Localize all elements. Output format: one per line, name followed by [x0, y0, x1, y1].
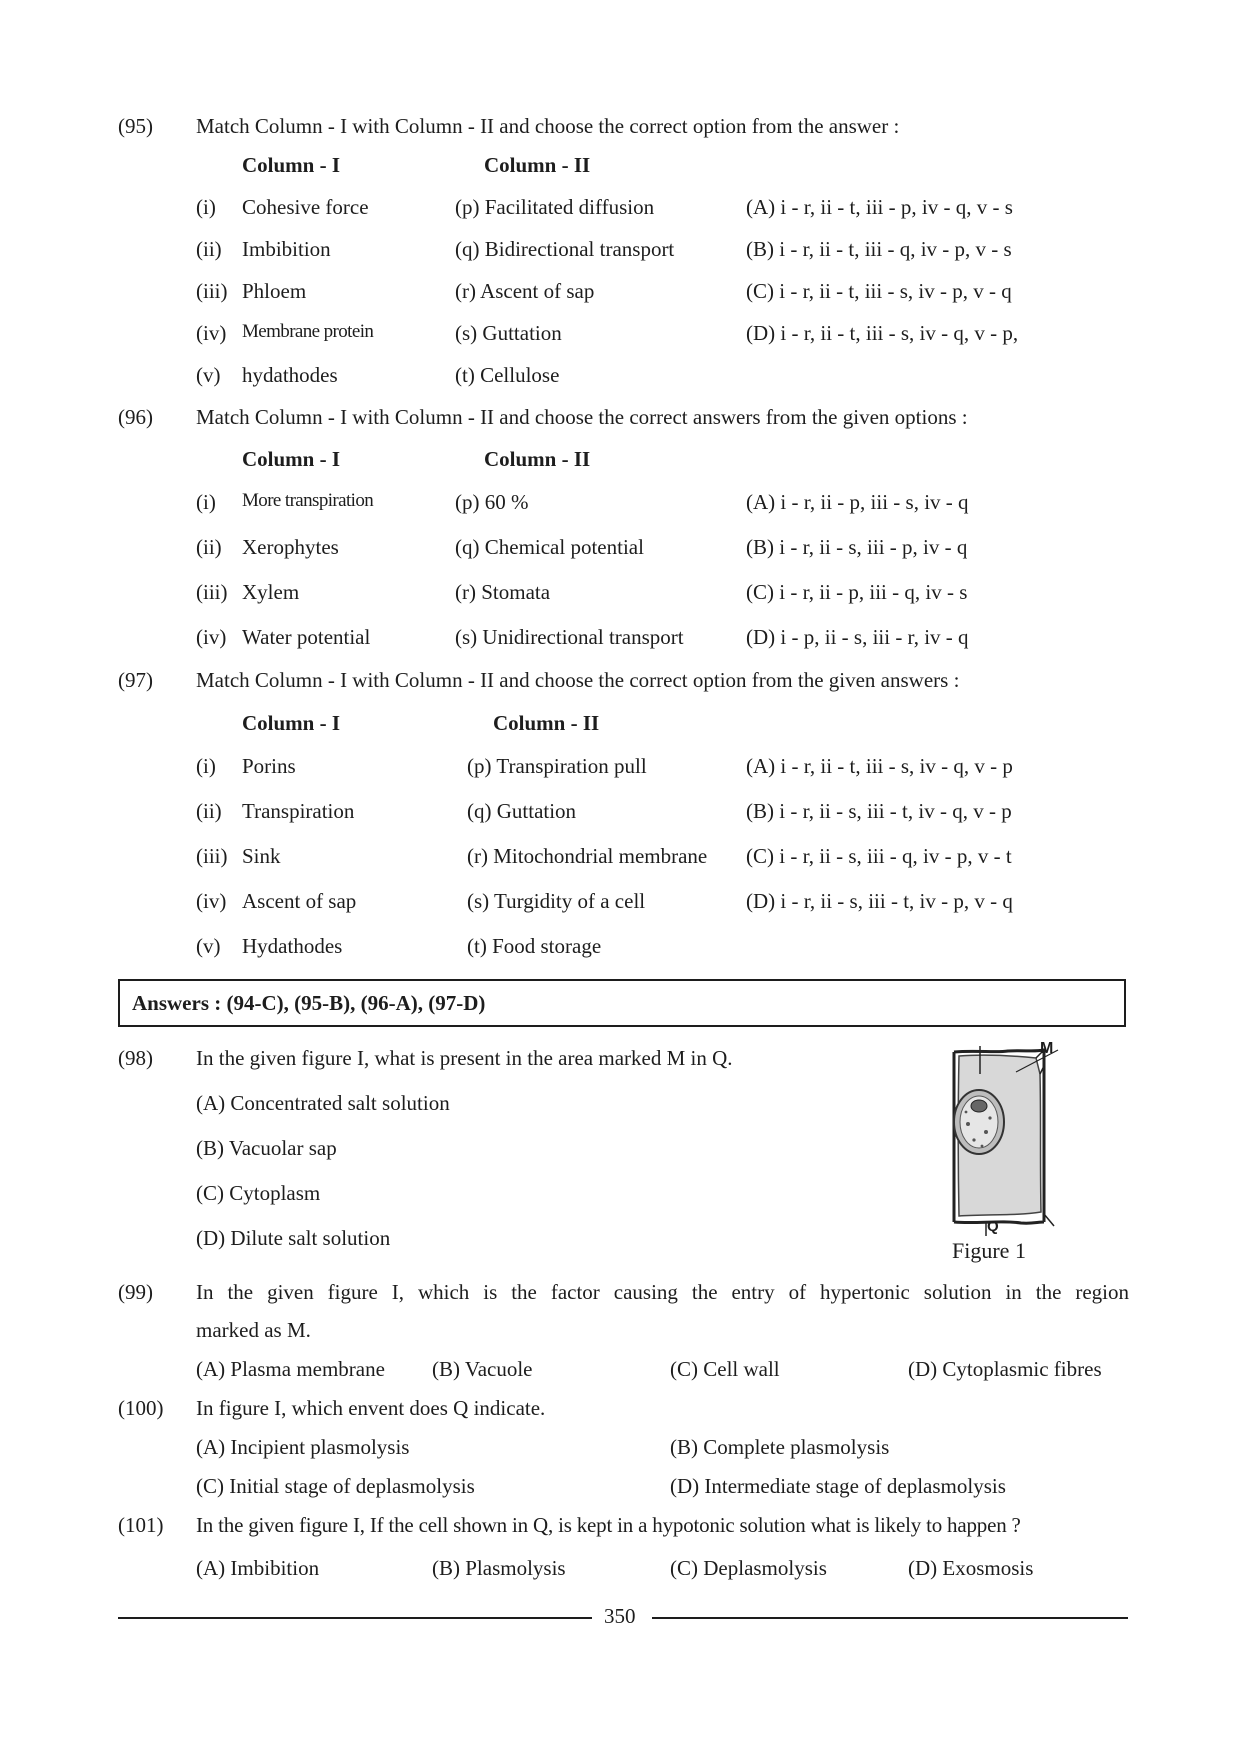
answer-option: (B) i - r, ii - s, iii - t, iv - q, v - p [746, 799, 1012, 823]
column-2-item: (q) Bidirectional transport [455, 237, 675, 261]
option-a: (A) Concentrated salt solution [196, 1091, 450, 1115]
column-1-header: Column - I [242, 447, 341, 471]
question-text: Match Column - I with Column - II and choose the correct option from the given answers : [196, 668, 960, 692]
option-d: (D) Exosmosis [908, 1556, 1034, 1580]
question-text-line-1: In the given figure I, which is the factor causing the entry of hypertonic solution in the region [196, 1280, 1129, 1304]
row-roman: (ii) [196, 535, 222, 559]
question-number: (97) [118, 668, 153, 692]
answer-option: (A) i - r, ii - t, iii - p, iv - q, v - s [746, 195, 1013, 219]
column-2-item: (r) Stomata [455, 580, 551, 604]
row-roman: (iv) [196, 625, 227, 649]
footer-rule-left [118, 1617, 592, 1619]
option-a: (A) Plasma membrane [196, 1357, 385, 1381]
column-1-item: Xerophytes [242, 535, 339, 559]
option-b: (B) Vacuolar sap [196, 1136, 337, 1160]
column-2-item: (s) Turgidity of a cell [467, 889, 646, 913]
column-2-item: (p) 60 % [455, 490, 529, 514]
row-roman: (i) [196, 195, 216, 219]
column-1-header: Column - I [242, 153, 341, 177]
column-1-header: Column - I [242, 711, 341, 735]
answer-option: (A) i - r, ii - p, iii - s, iv - q [746, 490, 969, 514]
column-1-item: More transpiration [242, 490, 374, 511]
answer-option: (B) i - r, ii - s, iii - p, iv - q [746, 535, 968, 559]
row-roman: (iv) [196, 321, 227, 345]
answer-option: (D) i - p, ii - s, iii - r, iv - q [746, 625, 969, 649]
column-2-item: (q) Guttation [467, 799, 577, 823]
column-1-item: Water potential [242, 625, 371, 649]
option-b: (B) Vacuole [432, 1357, 533, 1381]
column-2-header: Column - II [484, 447, 591, 471]
question-number: (99) [118, 1280, 153, 1304]
row-roman: (iii) [196, 279, 228, 303]
row-roman: (i) [196, 754, 216, 778]
column-1-item: Imbibition [242, 237, 331, 261]
column-1-item: hydathodes [242, 363, 338, 387]
column-1-item: Sink [242, 844, 281, 868]
question-number: (100) [118, 1396, 164, 1420]
question-text-line-2: marked as M. [196, 1318, 311, 1342]
option-d: (D) Intermediate stage of deplasmolysis [670, 1474, 1006, 1498]
option-d: (D) Cytoplasmic fibres [908, 1357, 1102, 1381]
option-c: (C) Initial stage of deplasmolysis [196, 1474, 475, 1498]
column-2-item: (s) Guttation [455, 321, 562, 345]
question-number: (101) [118, 1513, 164, 1537]
answer-option: (D) i - r, ii - s, iii - t, iv - p, v - q [746, 889, 1013, 913]
column-2-item: (r) Ascent of sap [455, 279, 595, 303]
answer-option: (C) i - r, ii - t, iii - s, iv - p, v - q [746, 279, 1012, 303]
option-d: (D) Dilute salt solution [196, 1226, 391, 1250]
answers-text: Answers : (94-C), (95-B), (96-A), (97-D) [132, 991, 486, 1015]
column-2-header: Column - II [493, 711, 600, 735]
question-number: (98) [118, 1046, 153, 1070]
row-roman: (v) [196, 363, 221, 387]
answer-option: (D) i - r, ii - t, iii - s, iv - q, v - p, [746, 321, 1019, 345]
question-text: Match Column - I with Column - II and choose the correct option from the answer : [196, 114, 900, 138]
page-number: 350 [604, 1604, 636, 1628]
option-c: (C) Cell wall [670, 1357, 780, 1381]
option-b: (B) Plasmolysis [432, 1556, 566, 1580]
answers-box [118, 979, 1126, 1027]
plasmolysed-cell-figure [946, 1044, 1066, 1244]
answer-option: (A) i - r, ii - t, iii - s, iv - q, v - p [746, 754, 1013, 778]
answer-option: (C) i - r, ii - s, iii - q, iv - p, v - t [746, 844, 1012, 868]
question-number: (96) [118, 405, 153, 429]
answer-option: (B) i - r, ii - t, iii - q, iv - p, v - s [746, 237, 1012, 261]
option-a: (A) Incipient plasmolysis [196, 1435, 410, 1459]
column-2-header: Column - II [484, 153, 591, 177]
column-2-item: (q) Chemical potential [455, 535, 644, 559]
figure-label-m: M [1040, 1040, 1054, 1057]
column-2-item: (t) Cellulose [455, 363, 560, 387]
column-1-item: Membrane protein [242, 321, 374, 342]
row-roman: (iii) [196, 580, 228, 604]
column-1-item: Phloem [242, 279, 307, 303]
column-1-item: Hydathodes [242, 934, 343, 958]
column-2-item: (t) Food storage [467, 934, 602, 958]
question-text: In the given figure I, If the cell shown in Q, is kept in a hypotonic solution what is likely to happen ? [196, 1513, 1021, 1537]
figure-label-q: Q [987, 1218, 999, 1235]
column-2-item: (s) Unidirectional transport [455, 625, 684, 649]
question-text: Match Column - I with Column - II and choose the correct answers from the given options : [196, 405, 968, 429]
row-roman: (iii) [196, 844, 228, 868]
question-number: (95) [118, 114, 153, 138]
column-2-item: (p) Facilitated diffusion [455, 195, 655, 219]
figure-caption: Figure 1 [952, 1238, 1026, 1263]
row-roman: (iv) [196, 889, 227, 913]
column-2-item: (p) Transpiration pull [467, 754, 647, 778]
row-roman: (v) [196, 934, 221, 958]
option-a: (A) Imbibition [196, 1556, 320, 1580]
option-c: (C) Cytoplasm [196, 1181, 321, 1205]
option-c: (C) Deplasmolysis [670, 1556, 827, 1580]
row-roman: (ii) [196, 799, 222, 823]
question-text: In the given figure I, what is present in the area marked M in Q. [196, 1046, 733, 1070]
column-2-item: (r) Mitochondrial membrane [467, 844, 708, 868]
answer-option: (C) i - r, ii - p, iii - q, iv - s [746, 580, 968, 604]
column-1-item: Ascent of sap [242, 889, 357, 913]
column-1-item: Porins [242, 754, 296, 778]
option-b: (B) Complete plasmolysis [670, 1435, 890, 1459]
footer-rule-right [652, 1617, 1128, 1619]
column-1-item: Transpiration [242, 799, 355, 823]
row-roman: (ii) [196, 237, 222, 261]
column-1-item: Cohesive force [242, 195, 369, 219]
question-text: In figure I, which envent does Q indicate. [196, 1396, 546, 1420]
column-1-item: Xylem [242, 580, 300, 604]
row-roman: (i) [196, 490, 216, 514]
